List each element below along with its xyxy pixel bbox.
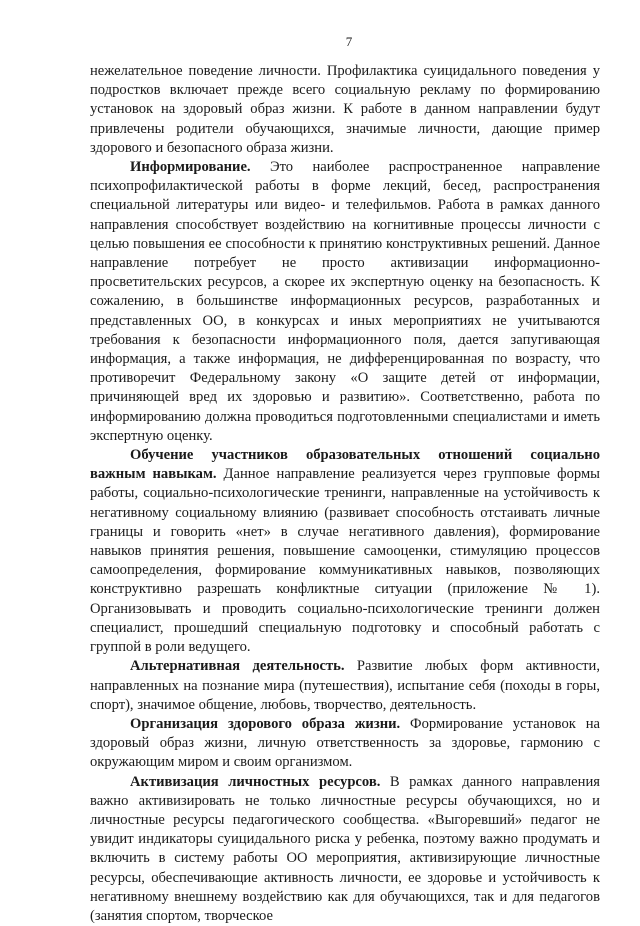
paragraph-alternative-activity	[90, 657, 600, 715]
paragraph-heading: Обучение участников образовательных отношений социально важным навыкам.	[90, 447, 600, 483]
paragraph-personal-resources	[90, 773, 600, 926]
paragraph-heading: Информирование.	[130, 159, 251, 176]
paragraph-text: В рамках данного направления важно активизировать не только личностные ресурсы обучающихся, но и личностные ресурсы педагогического сообщества. «Выгоревший» педагог не увидит индикаторы суицидального риска у ребенка, поэтому важно продумать и включить в систему работы ОО мероприятия, активизирующие личностные ресурсы, обеспечивающие активность личности, ее здоровье и устойчивость к негативному внешнему воздействию как для обучающихся, так и для педагогов (занятия спортом, творческое	[90, 773, 600, 924]
paragraph-text: Формирование установок на здоровый образ жизни, личную ответственность за здоровье, гармонию с окружающим миром и своим организмом.	[90, 715, 600, 771]
paragraph-heading: Организация здорового образа жизни.	[130, 715, 401, 732]
paragraph-text: нежелательное поведение личности. Профилактика суицидального поведения у подростков включает прежде всего социальную рекламу по формированию установок на здоровый образ жизни. К работе в данном направлении будут привлечены родители обучающихся, значимые личности, дающие пример здорового и безопасного образа жизни.	[90, 63, 600, 156]
paragraph-text: Развитие любых форм активности, направленных на познание мира (путешествия), испытание себя (походы в горы, спорт), значимое общение, любовь, творчество, деятельность.	[90, 658, 600, 713]
paragraph-text: Данное направление реализуется через групповые формы работы, социально-психологические тренинги, направленные на устойчивость к негативному социальному влиянию (развивает способность отстаивать личные границы и говорить «нет» в случае негативного давления), формирование навыков принятия решения, повышение самооценки, стимуляцию процессов самоопределения, формирование коммуникативных навыков, позволяющих конструктивно разрешать конфликтные ситуации (приложение № 1). Организовывать и проводить социально-психологические тренинги должен специалист, прошедший специальную подготовку и способный работать с группой в роли ведущего.	[90, 466, 600, 656]
paragraph-text: Это наиболее распространенное направление психопрофилактической работы в форме лекций, бесед, распространения специальной литературы или видео- и телефильмов. Работа в рамках данного направления способствует воздействию на когнитивные процессы личности с целью повышения ее способности к принятию конструктивных решений. Данное направление потребует не просто активизации информационно-просветительских ресурсов, а скорее их экспертную оценку на безопасность. К сожалению, в большинстве информационных ресурсов, разработанных и представленных ОО, в конкурсах и иных мероприятиях не учитываются требования к безопасности информационного поля, дается запугивающая информация, а также информация, не дифференцированная по возрасту, что противоречит Федеральному закону «О защите детей от информации, причиняющей вред их здоровью и развитию». Соответственно, работа по информированию должна проводиться подготовленными специалистами и иметь экспертную оценку.	[90, 159, 600, 444]
paragraph-skills-training	[90, 446, 600, 657]
document-body	[90, 62, 600, 926]
paragraph-heading: Альтернативная деятельность.	[130, 658, 345, 675]
paragraph-healthy-lifestyle	[90, 715, 600, 773]
paragraph-heading: Активизация личностных ресурсов.	[130, 773, 381, 790]
paragraph-informing	[90, 158, 600, 446]
paragraph-continuation	[90, 62, 600, 158]
page-number: 7	[345, 34, 353, 49]
